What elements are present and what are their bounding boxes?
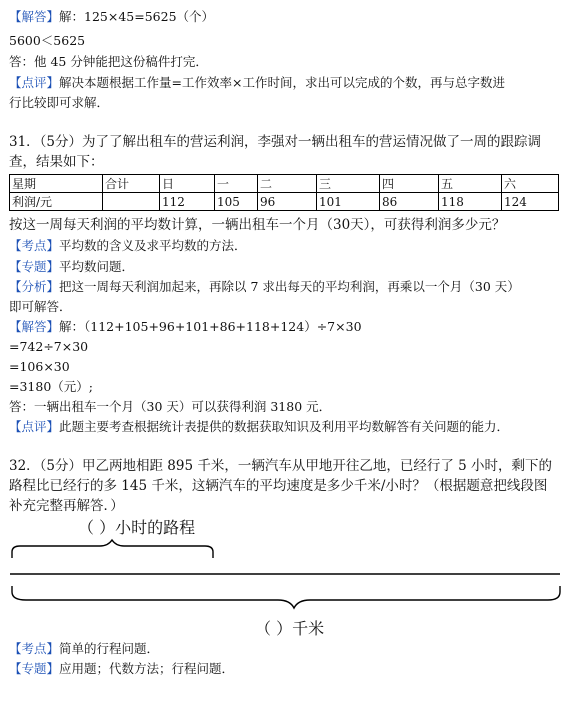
table-cell: 一 [215, 175, 258, 193]
q32-point [9, 640, 159, 658]
comment-text: 解决本题根据工作量=工作效率×工作时间，求出可以完成的个数，再与总字数进 [59, 75, 505, 90]
q32-line-1: 32．（5分）甲乙两地相距 895 千米，一辆汽车从甲地开往乙地，已经行了 5 小时，剩下的 [9, 458, 553, 474]
answer-tag: 【解答】 [9, 319, 60, 334]
table-cell: 六 [502, 175, 559, 193]
q31-answer-5: 答：一辆出租车一个月（30 天）可以获得利润 3180 元． [9, 399, 332, 414]
answer-line-3: 答：他 45 分钟能把这份稿件打完． [9, 54, 208, 69]
q31-analysis-2: 即可解答． [9, 299, 72, 314]
table-cell: 96 [258, 193, 317, 211]
table-cell: 112 [160, 193, 215, 211]
comment-line-1 [9, 74, 505, 92]
q31-line-2: 查，结果如下： [9, 154, 104, 170]
point-text: 平均数的含义及求平均数的方法． [59, 238, 247, 253]
q31-answer-2: =742÷7×30 [9, 339, 89, 354]
topic-text: 应用题；代数方法；行程问题． [59, 661, 235, 676]
point-text: 简单的行程问题． [59, 641, 160, 656]
q31-point [9, 237, 247, 255]
comment-tag: 【点评】 [9, 419, 60, 434]
q31-ask: 按这一周每天利润的平均数计算，一辆出租车一个月（30天），可获得利润多少元？ [9, 217, 506, 233]
table-cell: 105 [215, 193, 258, 211]
top-brace [12, 540, 213, 558]
q31-answer-4: =3180（元）; [9, 379, 93, 394]
comment-text: 此题主要考查根据统计表提供的数据获取知识及利用平均数解答有关问题的能力． [59, 419, 510, 434]
answer-tag: 【解答】 [9, 9, 60, 24]
diagram-top-label: （ ）小时的路程 [78, 518, 196, 537]
analysis-tag: 【分析】 [9, 279, 60, 294]
table-cell: 86 [380, 193, 439, 211]
table-cell: 101 [317, 193, 380, 211]
answer-text: 解：125×45=5625（个） [59, 9, 215, 24]
point-tag: 【考点】 [9, 238, 60, 253]
profit-table [9, 174, 559, 211]
answer-line-2: 5600＜5625 [9, 33, 86, 48]
q32-line-3: 补充完整再解答．） [9, 498, 124, 514]
table-cell: 118 [439, 193, 502, 211]
q31-answer-3: =106×30 [9, 359, 70, 374]
table-row [10, 193, 559, 211]
table-cell: 利润/元 [10, 193, 103, 211]
table-cell: 星期 [10, 175, 103, 193]
table-cell: 124 [502, 193, 559, 211]
table-cell: 四 [380, 175, 439, 193]
q31-answer-1 [9, 318, 362, 336]
topic-tag: 【专题】 [9, 661, 60, 676]
table-header-row [10, 175, 559, 193]
table-cell [103, 193, 160, 211]
analysis-text: 把这一周每天利润加起来，再除以 7 求出每天的平均利润，再乘以一个月（30 天） [59, 279, 520, 294]
q32-topic [9, 660, 234, 678]
topic-tag: 【专题】 [9, 259, 60, 274]
table-cell: 合计 [103, 175, 160, 193]
table-cell: 五 [439, 175, 502, 193]
table-cell: 日 [160, 175, 215, 193]
q32-line-2: 路程比已经行的多 145 千米，这辆汽车的平均速度是多少千米/小时？（根据题意把线段图 [9, 478, 548, 494]
q31-comment [9, 418, 509, 436]
bottom-brace [12, 586, 560, 608]
q31-line-1: 31．（5分）为了了解出租车的营运利润，李强对一辆出租车的营运情况做了一周的跟踪调 [9, 134, 542, 150]
q31-analysis-1 [9, 278, 520, 296]
answer-text: 解：（112+105+96+101+86+118+124）÷7×30 [59, 319, 362, 334]
point-tag: 【考点】 [9, 641, 60, 656]
comment-tag: 【点评】 [9, 75, 60, 90]
table-cell: 二 [258, 175, 317, 193]
table-cell: 三 [317, 175, 380, 193]
diagram-bottom-label: （ ）千米 [255, 619, 325, 638]
q31-topic [9, 258, 134, 276]
topic-text: 平均数问题． [59, 259, 135, 274]
comment-line-2: 行比较即可求解． [9, 95, 110, 110]
answer-line-1 [9, 8, 214, 26]
